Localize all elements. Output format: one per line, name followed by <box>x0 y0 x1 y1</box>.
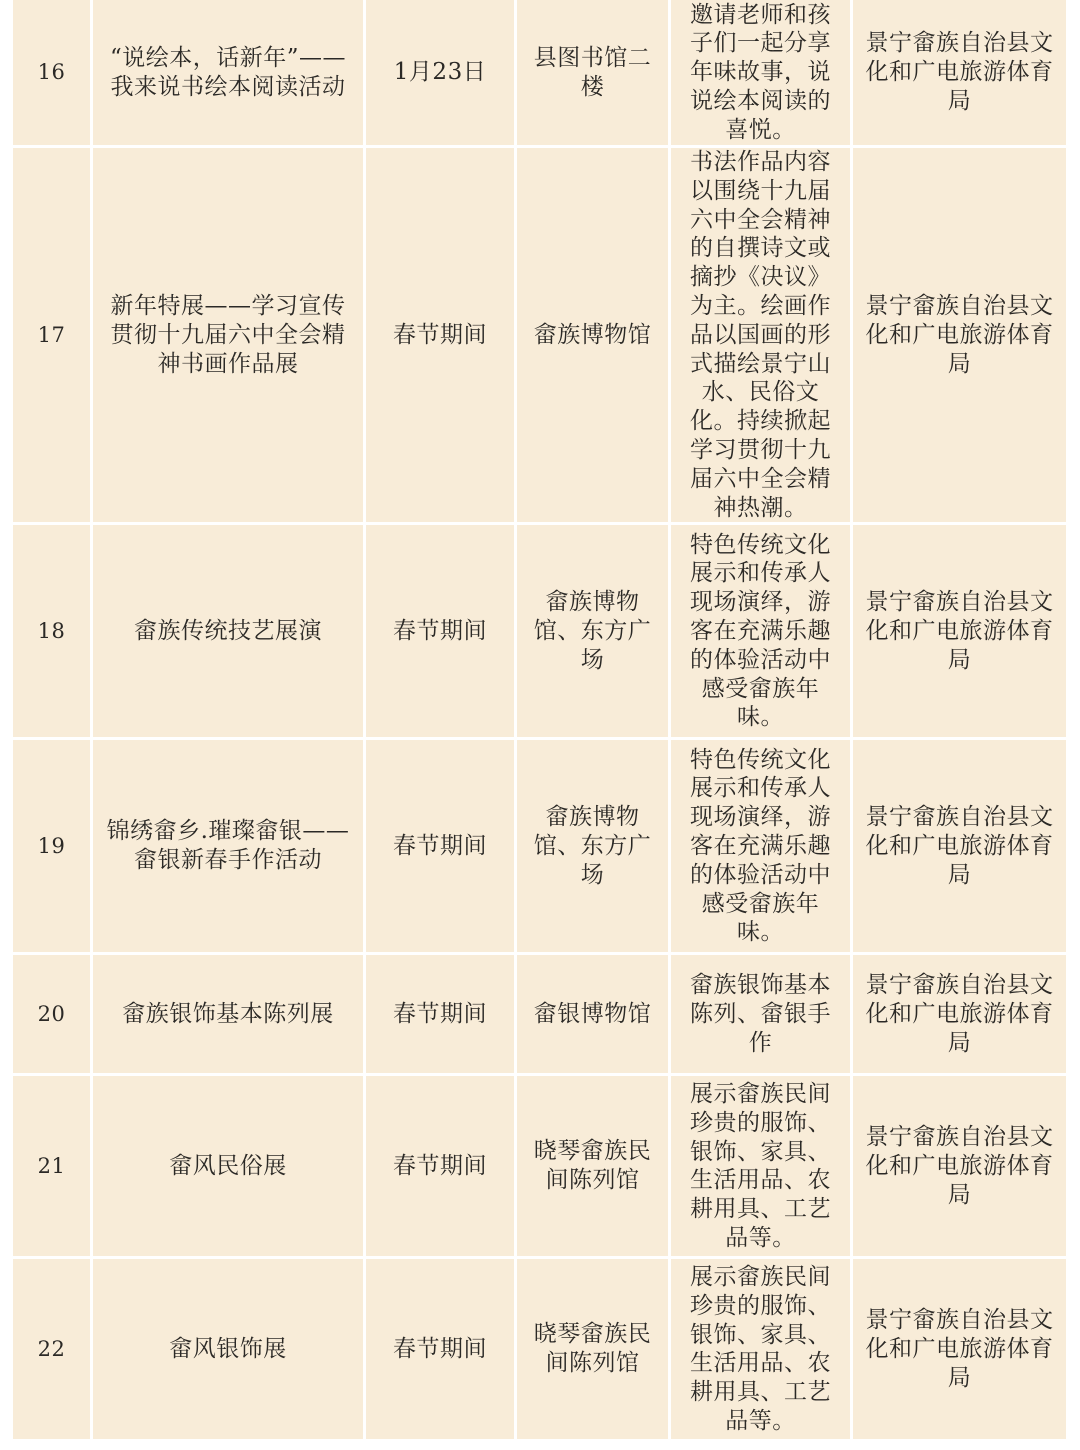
event-name: “说绘本，话新年”——我来说书绘本阅读活动 <box>93 0 363 145</box>
event-name: 新年特展——学习宣传贯彻十九届六中全会精神书画作品展 <box>93 148 363 522</box>
event-content: 书法作品内容以围绕十九届六中全会精神的自撰诗文或摘抄《决议》为主。绘画作品以国画的形式描绘景宁山水、民俗文化。持续掀起学习贯彻十九届六中全会精神热潮。 <box>671 148 850 522</box>
event-name: 锦绣畲乡.璀璨畲银——畲银新春手作活动 <box>93 740 363 952</box>
event-time: 春节期间 <box>366 525 514 737</box>
event-organizer: 景宁畲族自治县文化和广电旅游体育局 <box>853 955 1066 1073</box>
event-organizer: 景宁畲族自治县文化和广电旅游体育局 <box>853 1259 1066 1439</box>
event-place: 畲族博物馆、东方广场 <box>517 740 668 952</box>
event-time: 春节期间 <box>366 1259 514 1439</box>
event-name: 畲风银饰展 <box>93 1259 363 1439</box>
event-place: 畲银博物馆 <box>517 955 668 1073</box>
row-number: 20 <box>13 955 90 1073</box>
event-organizer: 景宁畲族自治县文化和广电旅游体育局 <box>853 1076 1066 1256</box>
event-content: 展示畲族民间珍贵的服饰、银饰、家具、生活用品、农耕用具、工艺品等。 <box>671 1259 850 1439</box>
event-time: 春节期间 <box>366 1076 514 1256</box>
table-row <box>13 740 1066 952</box>
event-content: 特色传统文化展示和传承人现场演绎，游客在充满乐趣的体验活动中感受畲族年味。 <box>671 525 850 737</box>
event-organizer: 景宁畲族自治县文化和广电旅游体育局 <box>853 148 1066 522</box>
row-number: 16 <box>13 0 90 145</box>
events-table <box>10 0 1069 1442</box>
event-content: 畲族银饰基本陈列、畲银手作 <box>671 955 850 1073</box>
event-place: 晓琴畲族民间陈列馆 <box>517 1076 668 1256</box>
table-row <box>13 148 1066 522</box>
row-number: 22 <box>13 1259 90 1439</box>
row-number: 19 <box>13 740 90 952</box>
table-row <box>13 1076 1066 1256</box>
table-row <box>13 0 1066 145</box>
event-time: 春节期间 <box>366 955 514 1073</box>
table-row <box>13 525 1066 737</box>
event-content: 特色传统文化展示和传承人现场演绎，游客在充满乐趣的体验活动中感受畲族年味。 <box>671 740 850 952</box>
event-time: 春节期间 <box>366 148 514 522</box>
event-content: 邀请老师和孩子们一起分享年味故事，说说绘本阅读的喜悦。 <box>671 0 850 145</box>
table-row <box>13 955 1066 1073</box>
event-place: 畲族博物馆、东方广场 <box>517 525 668 737</box>
event-organizer: 景宁畲族自治县文化和广电旅游体育局 <box>853 525 1066 737</box>
event-place: 晓琴畲族民间陈列馆 <box>517 1259 668 1439</box>
event-name: 畲族银饰基本陈列展 <box>93 955 363 1073</box>
event-organizer: 景宁畲族自治县文化和广电旅游体育局 <box>853 0 1066 145</box>
row-number: 21 <box>13 1076 90 1256</box>
row-number: 18 <box>13 525 90 737</box>
event-name: 畲风民俗展 <box>93 1076 363 1256</box>
event-content: 展示畲族民间珍贵的服饰、银饰、家具、生活用品、农耕用具、工艺品等。 <box>671 1076 850 1256</box>
event-organizer: 景宁畲族自治县文化和广电旅游体育局 <box>853 740 1066 952</box>
event-place: 畲族博物馆 <box>517 148 668 522</box>
event-place: 县图书馆二楼 <box>517 0 668 145</box>
event-name: 畲族传统技艺展演 <box>93 525 363 737</box>
table-row <box>13 1259 1066 1439</box>
event-time: 1月23日 <box>366 0 514 145</box>
event-time: 春节期间 <box>366 740 514 952</box>
row-number: 17 <box>13 148 90 522</box>
